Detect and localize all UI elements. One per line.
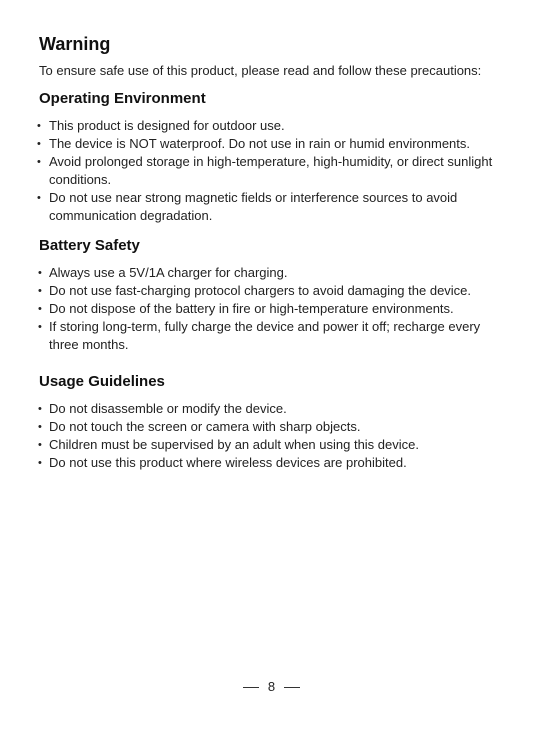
- list-item: • This product is designed for outdoor use.: [37, 118, 285, 133]
- section-title-usage-guidelines: Usage Guidelines: [39, 373, 165, 390]
- list-item: • Always use a 5V/1A charger for charging.: [38, 265, 288, 280]
- list-item: • The device is NOT waterproof. Do not use in rain or humid environments.: [37, 136, 471, 151]
- list-item: • Do not use this product where wireless devices are prohibited.: [38, 455, 407, 470]
- page-number: 8: [267, 679, 276, 694]
- operating-environment-list: [33, 117, 508, 225]
- bullet-icon: •: [37, 120, 41, 132]
- bullet-icon: •: [38, 267, 42, 279]
- page-footer: [0, 679, 543, 694]
- list-item: • Do not touch the screen or camera with sharp objects.: [38, 419, 361, 434]
- bullet-icon: •: [38, 439, 42, 451]
- battery-safety-list: [33, 264, 508, 354]
- dash-right: [284, 687, 300, 688]
- bullet-icon: •: [38, 457, 42, 469]
- warning-intro: To ensure safe use of this product, please read and follow these precautions:: [39, 63, 482, 78]
- warning-title: Warning: [39, 34, 111, 54]
- bullet-icon: •: [38, 421, 42, 433]
- usage-guidelines-list: [33, 400, 508, 472]
- bullet-icon: •: [38, 321, 42, 333]
- section-title-battery-safety: Battery Safety: [39, 237, 140, 254]
- section-title-operating-environment: Operating Environment: [39, 90, 206, 107]
- list-item: • Do not disassemble or modify the device.: [38, 401, 287, 416]
- list-item: • Do not dispose of the battery in fire or high-temperature environments.: [38, 301, 454, 316]
- bullet-icon: •: [38, 285, 42, 297]
- dash-left: [243, 687, 259, 688]
- list-item: • Do not use near strong magnetic fields or interference sources to avoid communication degradation.: [37, 190, 458, 223]
- list-item: • If storing long-term, fully charge the device and power it off; recharge every three months.: [38, 319, 481, 352]
- bullet-icon: •: [37, 138, 41, 150]
- bullet-icon: •: [37, 156, 41, 168]
- bullet-icon: •: [38, 303, 42, 315]
- bullet-icon: •: [38, 403, 42, 415]
- list-item: • Avoid prolonged storage in high-temperature, high-humidity, or direct sunlight conditions.: [37, 154, 493, 187]
- list-item: • Children must be supervised by an adult when using this device.: [38, 437, 419, 452]
- bullet-icon: •: [37, 192, 41, 204]
- list-item: • Do not use fast-charging protocol chargers to avoid damaging the device.: [38, 283, 472, 298]
